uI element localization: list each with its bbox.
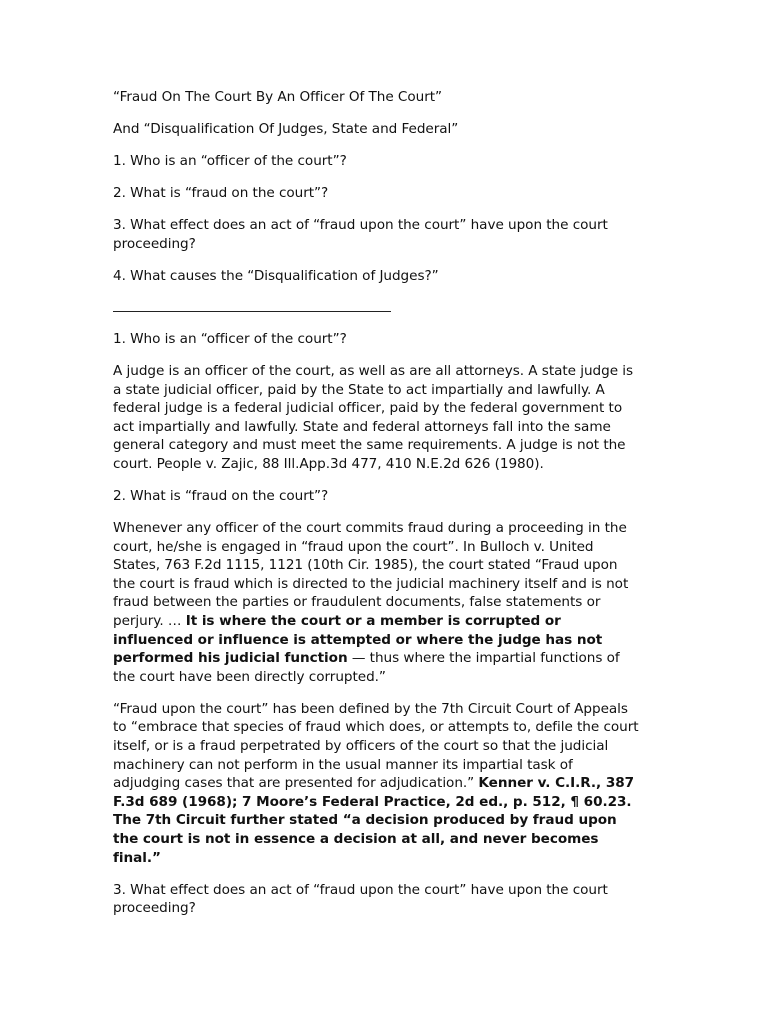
section-2-p2-text: “Fraud upon the court” has been defined by the 7th Circuit Court of Appeals to “embrace that species of fraud which does, or attempts to, defile the court itself, or is a fraud perpetrated by officers of the court so that the judicial machinery can not perform in the usual manner its impartial task of adjudging cases that are presented for adjudication.” bbox=[113, 700, 639, 792]
question-1: 1. Who is an “officer of the court”? bbox=[113, 152, 347, 169]
question-2: 2. What is “fraud on the court”? bbox=[113, 184, 329, 201]
section-2-p1-bold: It is where the court or a member is corrupted or influenced or influence is attempted or where the judge has not performed his judicial function bbox=[113, 613, 603, 667]
section-2-paragraph-2 bbox=[113, 700, 643, 867]
section-2-p2-bold: Kenner v. C.I.R., 387 F.3d 689 (1968); 7 Moore’s Federal Practice, 2d ed., p. 512, ¶ 60.23. The 7th Circuit further stated “a decision produced by fraud upon the court is not in essence a decision at all, and never becomes final.” bbox=[113, 775, 635, 866]
section-2-heading: 2. What is “fraud on the court”? bbox=[113, 488, 329, 505]
horizontal-divider bbox=[113, 311, 391, 312]
document-subtitle: And “Disqualification Of Judges, State and Federal” bbox=[113, 120, 459, 137]
section-2-paragraph-1 bbox=[113, 519, 643, 686]
question-3: 3. What effect does an act of “fraud upon the court” have upon the court proceeding? bbox=[113, 216, 608, 252]
question-4: 4. What causes the “Disqualification of Judges?” bbox=[113, 267, 439, 284]
section-3-heading: 3. What effect does an act of “fraud upon the court” have upon the court proceeding? bbox=[113, 881, 608, 917]
section-1-body: A judge is an officer of the court, as well as are all attorneys. A state judge is a state judicial officer, paid by the State to act impartially and lawfully. A federal judge is a federal judicial officer, paid by the federal government to act impartially and lawfully. State and federal attorneys fall into the same general category and must meet the same requirements. A judge is not the court. People v. Zajic, 88 Ill.App.3d 477, 410 N.E.2d 626 (1980). bbox=[113, 363, 634, 473]
document-page bbox=[113, 88, 643, 931]
document-title: “Fraud On The Court By An Officer Of The Court” bbox=[113, 89, 443, 105]
section-2-p1-end: — thus where the impartial functions of the court have been directly corrupted.” bbox=[113, 650, 620, 685]
section-2-p1-text: Whenever any officer of the court commits fraud during a proceeding in the court, he/she is engaged in “fraud upon the court”. In Bulloch v. United States, 763 F.2d 1115, 1121 (10th Cir. 1985), the court stated “Fraud upon the court is fraud which is directed to the judicial machinery itself and is not fraud between the parties or fraudulent documents, false statements or perjury. … bbox=[113, 520, 629, 629]
section-1-heading: 1. Who is an “officer of the court”? bbox=[113, 331, 347, 348]
